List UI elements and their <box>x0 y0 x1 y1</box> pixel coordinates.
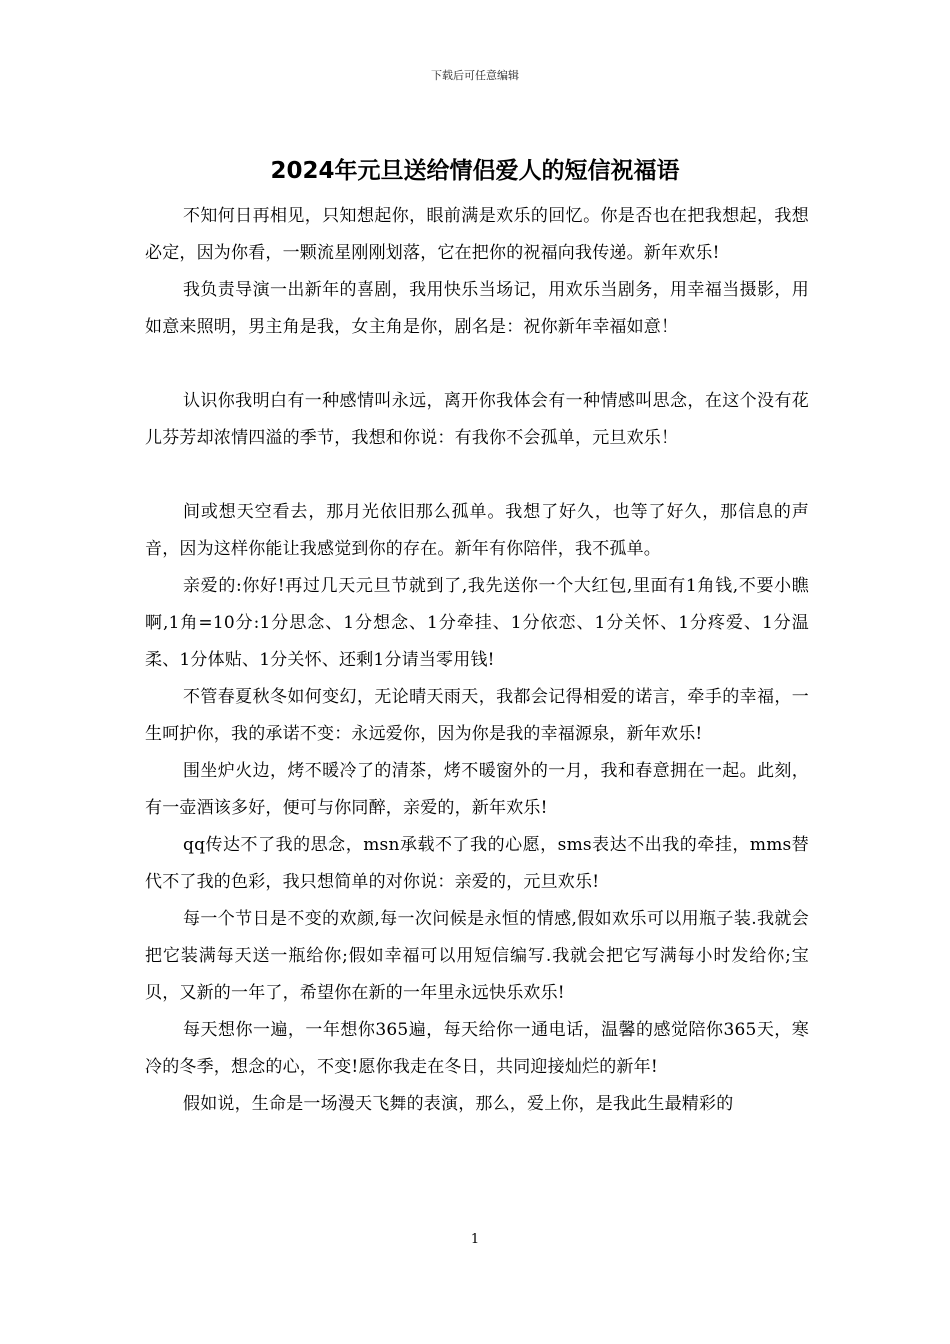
document-title: 2024年元旦送给情侣爱人的短信祝福语 <box>270 158 680 184</box>
paragraph-6: 不管春夏秋冬如何变幻，无论晴天雨天，我都会记得相爱的诺言，牵手的幸福，一生呵护你，我的承诺不变：永远爱你，因为你是我的幸福源泉，新年欢乐! <box>145 687 809 744</box>
paragraph-1: 不知何日再相见，只知想起你，眼前满是欢乐的回忆。你是否也在把我想起，我想必定，因为你看，一颗流星刚刚划落，它在把你的祝福向我传递。新年欢乐! <box>145 206 809 263</box>
paragraph-3: 认识你我明白有一种感情叫永远，离开你我体会有一种情感叫思念，在这个没有花儿芬芳却浓情四溢的季节，我想和你说：有我你不会孤单，元旦欢乐！ <box>145 391 809 448</box>
paragraph-10: 每天想你一遍，一年想你365遍，每天给你一通电话，温馨的感觉陪你365天，寒冷的冬季，想念的心，不变!愿你我走在冬日，共同迎接灿烂的新年! <box>145 1020 809 1077</box>
document-body <box>145 198 809 1123</box>
paragraph-9: 每一个节日是不变的欢颜,每一次问候是永恒的情感,假如欢乐可以用瓶子装.我就会把它装满每天送一瓶给你;假如幸福可以用短信编写.我就会把它写满每小时发给你;宝贝，又新的一年了，希望你在新的一年里永远快乐欢乐! <box>145 909 809 1003</box>
paragraph-8: qq传达不了我的思念，msn承载不了我的心愿，sms表达不出我的牵挂，mms替代不了我的色彩，我只想简单的对你说：亲爱的，元旦欢乐! <box>145 835 809 892</box>
header-note: 下载后可任意编辑 <box>431 69 519 82</box>
paragraph-5: 亲爱的:你好!再过几天元旦节就到了,我先送你一个大红包,里面有1角钱,不要小瞧啊,1角=10分:1分思念、1分想念、1分牵挂、1分依恋、1分关怀、1分疼爱、1分温柔、1分体贴、1分关怀、还剩1分请当零用钱! <box>145 576 809 670</box>
paragraph-2: 我负责导演一出新年的喜剧，我用快乐当场记，用欢乐当剧务，用幸福当摄影，用如意来照明，男主角是我，女主角是你，剧名是：祝你新年幸福如意！ <box>145 280 809 337</box>
paragraph-4: 间或想天空看去，那月光依旧那么孤单。我想了好久，也等了好久，那信息的声音，因为这样你能让我感觉到你的存在。新年有你陪伴，我不孤单。 <box>145 502 809 559</box>
paragraph-7: 围坐炉火边，烤不暖冷了的清茶，烤不暖窗外的一月，我和春意拥在一起。此刻，有一壶酒该多好，便可与你同醉，亲爱的，新年欢乐! <box>145 761 809 818</box>
paragraph-11: 假如说，生命是一场漫天飞舞的表演，那么，爱上你，是我此生最精彩的 <box>183 1094 734 1114</box>
page-number: 1 <box>470 1232 480 1247</box>
